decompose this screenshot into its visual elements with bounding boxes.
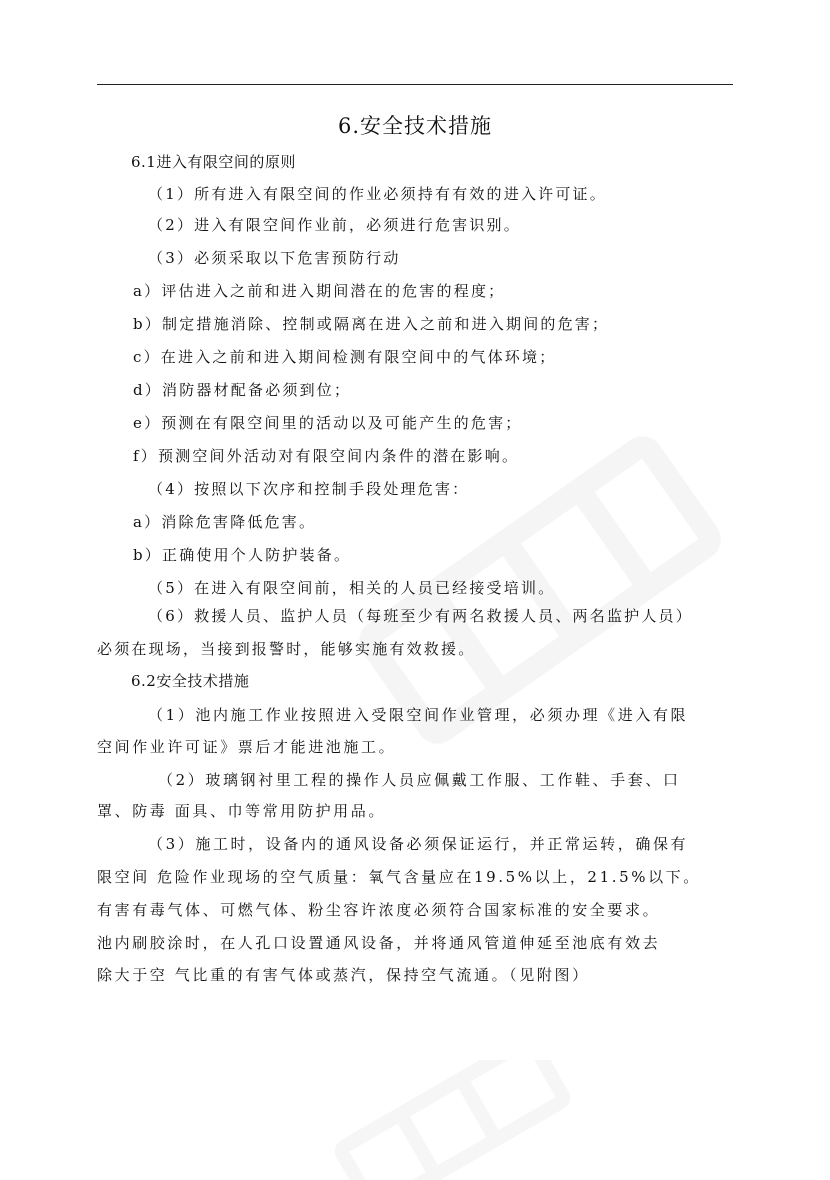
list-item: （2）进入有限空间作业前，必须进行危害识别。 — [148, 216, 521, 234]
paragraph-line: 空间作业许可证》票后才能进池施工。 — [97, 738, 397, 756]
section-heading-6-2: 6.2安全技术措施 — [131, 672, 250, 690]
paragraph-line: 必须在现场，当接到报警时，能够实施有效救援。 — [97, 640, 476, 658]
list-item: c）在进入之前和进入期间检测有限空间中的气体环境； — [133, 348, 557, 366]
list-item: d）消防器材配备必须到位； — [133, 381, 352, 399]
list-item: b）制定措施消除、控制或隔离在进入之前和进入期间的危害； — [133, 315, 610, 333]
header-rule — [97, 84, 733, 85]
paragraph-line: （2）玻璃钢衬里工程的操作人员应佩戴工作服、工作鞋、手套、口 — [158, 771, 681, 789]
paragraph-line: （6）救援人员、监护人员（每班至少有两名救援人员、两名监护人员） — [148, 607, 693, 625]
page-title: 6.安全技术措施 — [337, 114, 493, 138]
list-item: f）预测空间外活动对有限空间内条件的潜在影响。 — [133, 447, 520, 465]
watermark-bottom-icon — [320, 1060, 580, 1180]
paragraph-line: （3）施工时，设备内的通风设备必须保证运行，并正常运转，确保有 — [148, 835, 689, 853]
list-item: a）评估进入之前和进入期间潜在的危害的程度； — [133, 282, 506, 300]
list-item: a）消除危害降低危害。 — [133, 513, 317, 531]
paragraph-line: 罩、防毒 面具、巾等常用防护用品。 — [97, 802, 386, 820]
paragraph-line: 限空间 危险作业现场的空气质量：氧气含量应在19.5%以上，21.5%以下。 — [97, 868, 701, 886]
section-heading-6-1: 6.1进入有限空间的原则 — [131, 153, 296, 171]
paragraph-line: （1）池内施工作业按照进入受限空间作业管理，必须办理《进入有限 — [148, 706, 689, 724]
list-item: （5）在进入有限空间前，相关的人员已经接受培训。 — [148, 579, 556, 597]
list-item: b）正确使用个人防护装备。 — [133, 546, 352, 564]
paragraph-line: 除大于空 气比重的有害气体或蒸汽，保持空气流通。（见附图） — [97, 966, 590, 984]
paragraph-line: 池内刷胶涂时，在人孔口设置通风设备，并将通风管道伸延至池底有效去 — [97, 934, 661, 952]
list-item: （4）按照以下次序和控制手段处理危害： — [148, 480, 470, 498]
list-item: e）预测在有限空间里的活动以及可能产生的危害； — [133, 414, 523, 432]
list-item: （3）必须采取以下危害预防行动 — [148, 249, 401, 267]
list-item: （1）所有进入有限空间的作业必须持有有效的进入许可证。 — [148, 185, 607, 203]
paragraph-line: 有害有毒气体、可燃气体、粉尘容许浓度必须符合国家标准的安全要求。 — [97, 901, 661, 919]
